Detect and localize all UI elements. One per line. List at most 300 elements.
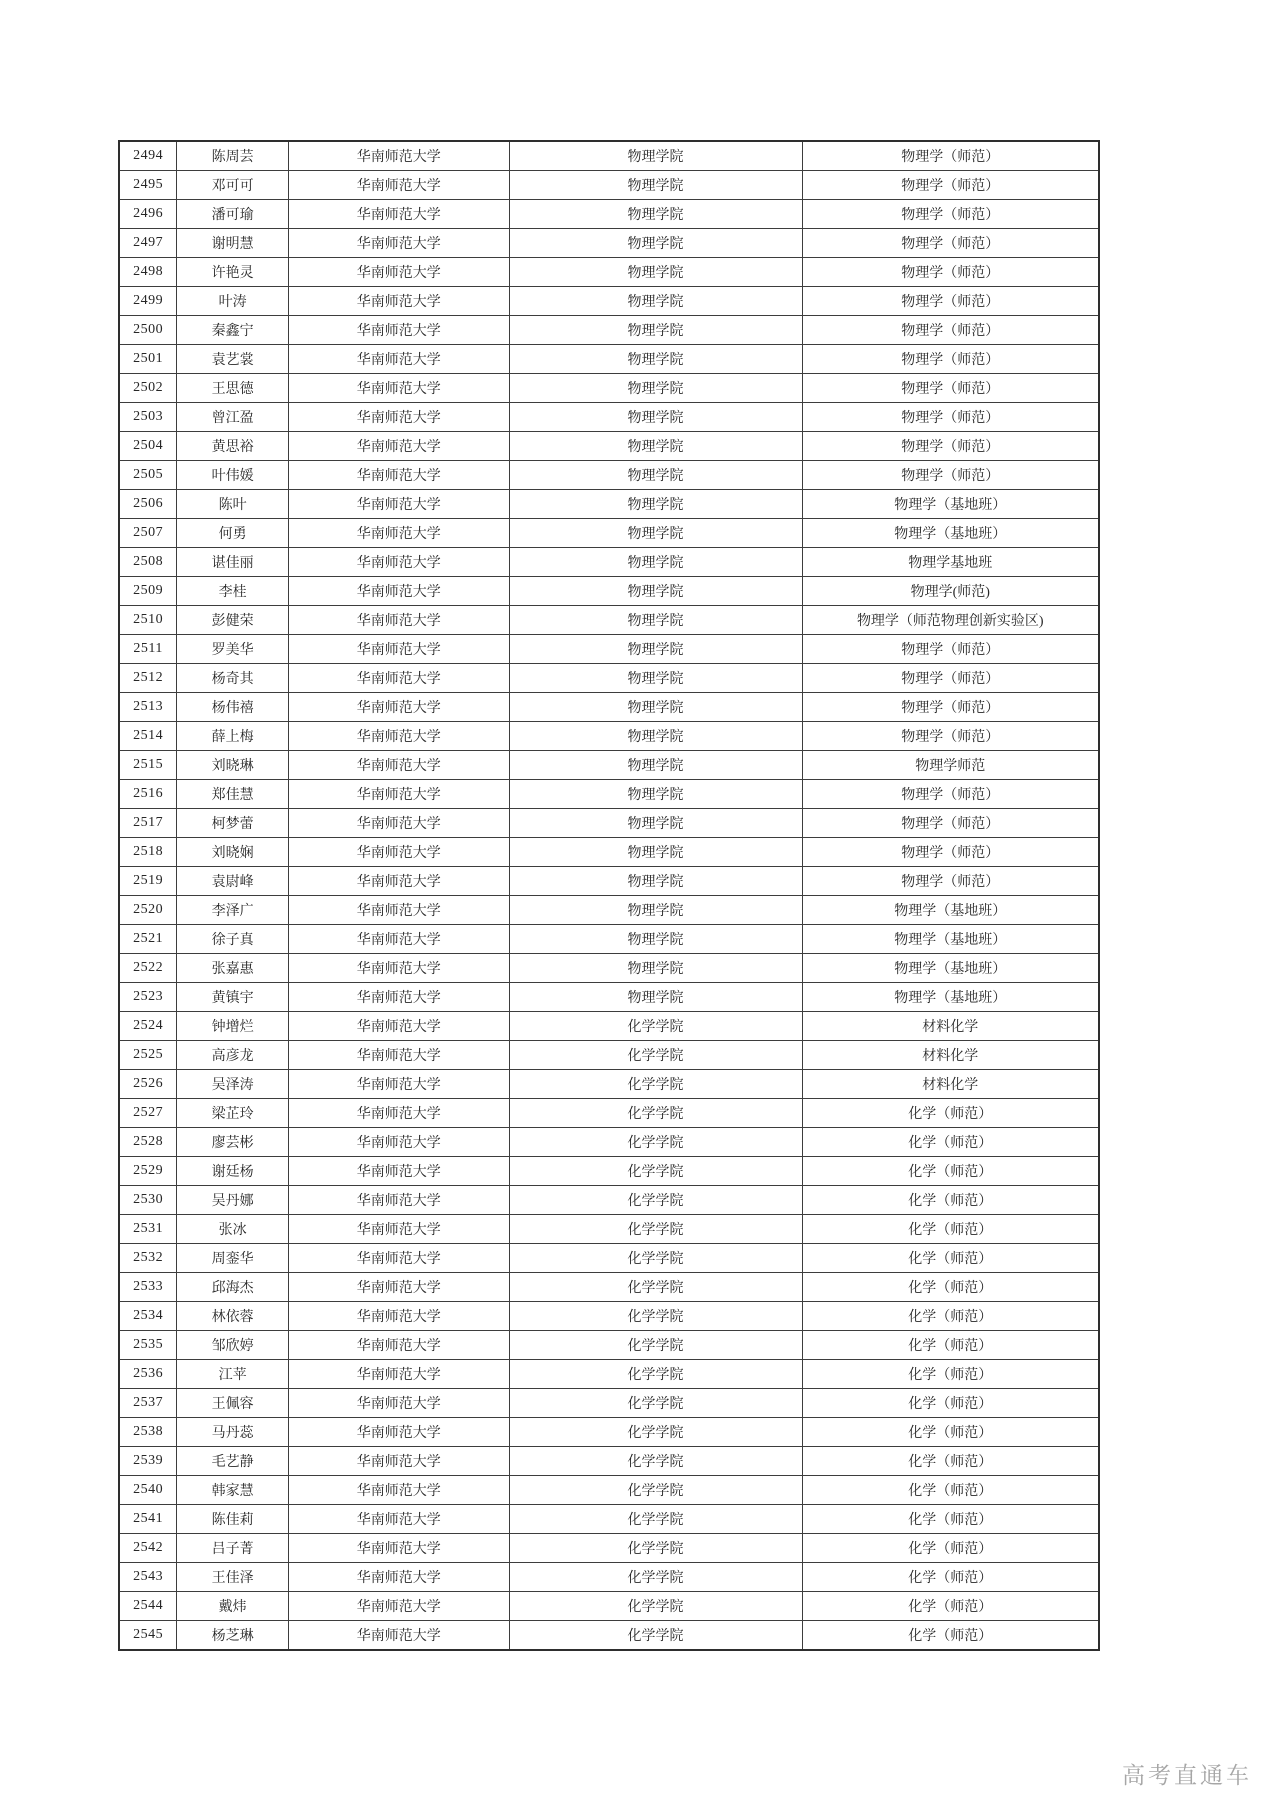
cell-major: 化学（师范） bbox=[802, 1215, 1099, 1244]
cell-name: 刘晓琳 bbox=[177, 751, 289, 780]
cell-college: 物理学院 bbox=[509, 867, 802, 896]
cell-id: 2514 bbox=[119, 722, 177, 751]
cell-id: 2544 bbox=[119, 1592, 177, 1621]
cell-university: 华南师范大学 bbox=[289, 258, 510, 287]
cell-major: 物理学（师范） bbox=[802, 780, 1099, 809]
cell-major: 物理学（师范） bbox=[802, 809, 1099, 838]
table-row bbox=[119, 1389, 1099, 1418]
cell-id: 2517 bbox=[119, 809, 177, 838]
cell-university: 华南师范大学 bbox=[289, 1099, 510, 1128]
table-row bbox=[119, 1128, 1099, 1157]
cell-id: 2531 bbox=[119, 1215, 177, 1244]
cell-name: 何勇 bbox=[177, 519, 289, 548]
cell-name: 林依蓉 bbox=[177, 1302, 289, 1331]
cell-name: 廖芸彬 bbox=[177, 1128, 289, 1157]
cell-college: 化学学院 bbox=[509, 1186, 802, 1215]
cell-name: 黄思裕 bbox=[177, 432, 289, 461]
cell-college: 化学学院 bbox=[509, 1128, 802, 1157]
cell-university: 华南师范大学 bbox=[289, 1592, 510, 1621]
cell-major: 化学（师范） bbox=[802, 1505, 1099, 1534]
cell-major: 物理学师范 bbox=[802, 751, 1099, 780]
watermark-text: 高考直通车 bbox=[1122, 1762, 1252, 1788]
cell-id: 2510 bbox=[119, 606, 177, 635]
cell-university: 华南师范大学 bbox=[289, 171, 510, 200]
cell-college: 物理学院 bbox=[509, 635, 802, 664]
cell-university: 华南师范大学 bbox=[289, 925, 510, 954]
cell-major: 化学（师范） bbox=[802, 1389, 1099, 1418]
cell-major: 物理学（师范） bbox=[802, 635, 1099, 664]
cell-id: 2538 bbox=[119, 1418, 177, 1447]
cell-university: 华南师范大学 bbox=[289, 316, 510, 345]
cell-name: 张嘉惠 bbox=[177, 954, 289, 983]
cell-major: 物理学（师范） bbox=[802, 432, 1099, 461]
cell-id: 2536 bbox=[119, 1360, 177, 1389]
table-row bbox=[119, 171, 1099, 200]
cell-id: 2543 bbox=[119, 1563, 177, 1592]
cell-id: 2539 bbox=[119, 1447, 177, 1476]
cell-name: 王思德 bbox=[177, 374, 289, 403]
cell-university: 华南师范大学 bbox=[289, 1389, 510, 1418]
cell-university: 华南师范大学 bbox=[289, 751, 510, 780]
cell-university: 华南师范大学 bbox=[289, 867, 510, 896]
cell-college: 物理学院 bbox=[509, 461, 802, 490]
cell-major: 化学（师范） bbox=[802, 1331, 1099, 1360]
cell-name: 邱海杰 bbox=[177, 1273, 289, 1302]
table-row bbox=[119, 1476, 1099, 1505]
cell-college: 物理学院 bbox=[509, 403, 802, 432]
cell-id: 2500 bbox=[119, 316, 177, 345]
cell-college: 物理学院 bbox=[509, 983, 802, 1012]
cell-college: 物理学院 bbox=[509, 751, 802, 780]
table-row bbox=[119, 374, 1099, 403]
cell-name: 秦鑫宁 bbox=[177, 316, 289, 345]
cell-university: 华南师范大学 bbox=[289, 1273, 510, 1302]
cell-college: 物理学院 bbox=[509, 171, 802, 200]
cell-university: 华南师范大学 bbox=[289, 809, 510, 838]
table-row bbox=[119, 1273, 1099, 1302]
cell-college: 化学学院 bbox=[509, 1360, 802, 1389]
cell-id: 2512 bbox=[119, 664, 177, 693]
cell-major: 物理学（师范） bbox=[802, 403, 1099, 432]
cell-college: 物理学院 bbox=[509, 141, 802, 171]
cell-college: 化学学院 bbox=[509, 1592, 802, 1621]
table-row bbox=[119, 983, 1099, 1012]
cell-university: 华南师范大学 bbox=[289, 141, 510, 171]
cell-major: 材料化学 bbox=[802, 1012, 1099, 1041]
cell-major: 化学（师范） bbox=[802, 1621, 1099, 1651]
cell-name: 吴丹娜 bbox=[177, 1186, 289, 1215]
table-row bbox=[119, 1157, 1099, 1186]
cell-major: 物理学（师范） bbox=[802, 664, 1099, 693]
cell-university: 华南师范大学 bbox=[289, 1128, 510, 1157]
cell-id: 2524 bbox=[119, 1012, 177, 1041]
cell-major: 物理学(师范) bbox=[802, 577, 1099, 606]
cell-name: 陈叶 bbox=[177, 490, 289, 519]
cell-university: 华南师范大学 bbox=[289, 838, 510, 867]
cell-college: 物理学院 bbox=[509, 316, 802, 345]
cell-name: 江苹 bbox=[177, 1360, 289, 1389]
cell-university: 华南师范大学 bbox=[289, 896, 510, 925]
table-row bbox=[119, 577, 1099, 606]
cell-university: 华南师范大学 bbox=[289, 229, 510, 258]
cell-name: 李桂 bbox=[177, 577, 289, 606]
cell-university: 华南师范大学 bbox=[289, 1447, 510, 1476]
cell-university: 华南师范大学 bbox=[289, 1621, 510, 1651]
cell-name: 薛上梅 bbox=[177, 722, 289, 751]
cell-major: 物理学（基地班） bbox=[802, 896, 1099, 925]
table-row bbox=[119, 838, 1099, 867]
cell-university: 华南师范大学 bbox=[289, 606, 510, 635]
cell-major: 物理学（师范） bbox=[802, 229, 1099, 258]
cell-university: 华南师范大学 bbox=[289, 577, 510, 606]
cell-college: 化学学院 bbox=[509, 1621, 802, 1651]
cell-college: 物理学院 bbox=[509, 925, 802, 954]
cell-college: 化学学院 bbox=[509, 1505, 802, 1534]
cell-name: 邓可可 bbox=[177, 171, 289, 200]
cell-id: 2525 bbox=[119, 1041, 177, 1070]
cell-name: 刘晓娴 bbox=[177, 838, 289, 867]
cell-name: 梁芷玲 bbox=[177, 1099, 289, 1128]
cell-name: 袁艺裳 bbox=[177, 345, 289, 374]
cell-name: 王佳泽 bbox=[177, 1563, 289, 1592]
cell-major: 物理学（师范） bbox=[802, 141, 1099, 171]
cell-id: 2545 bbox=[119, 1621, 177, 1651]
cell-id: 2526 bbox=[119, 1070, 177, 1099]
cell-college: 化学学院 bbox=[509, 1244, 802, 1273]
cell-college: 化学学院 bbox=[509, 1418, 802, 1447]
cell-university: 华南师范大学 bbox=[289, 461, 510, 490]
cell-college: 物理学院 bbox=[509, 809, 802, 838]
cell-university: 华南师范大学 bbox=[289, 1331, 510, 1360]
table-row bbox=[119, 548, 1099, 577]
cell-id: 2498 bbox=[119, 258, 177, 287]
cell-id: 2499 bbox=[119, 287, 177, 316]
cell-major: 化学（师范） bbox=[802, 1592, 1099, 1621]
cell-name: 袁尉峰 bbox=[177, 867, 289, 896]
student-roster-table bbox=[118, 140, 1100, 1651]
cell-university: 华南师范大学 bbox=[289, 403, 510, 432]
table-row bbox=[119, 722, 1099, 751]
cell-major: 化学（师范） bbox=[802, 1360, 1099, 1389]
cell-university: 华南师范大学 bbox=[289, 635, 510, 664]
cell-university: 华南师范大学 bbox=[289, 1534, 510, 1563]
cell-major: 化学（师范） bbox=[802, 1244, 1099, 1273]
cell-id: 2520 bbox=[119, 896, 177, 925]
table-row bbox=[119, 693, 1099, 722]
cell-major: 化学（师范） bbox=[802, 1418, 1099, 1447]
cell-university: 华南师范大学 bbox=[289, 1070, 510, 1099]
cell-name: 叶伟媛 bbox=[177, 461, 289, 490]
table-row bbox=[119, 403, 1099, 432]
cell-major: 物理学（师范） bbox=[802, 838, 1099, 867]
cell-id: 2537 bbox=[119, 1389, 177, 1418]
cell-university: 华南师范大学 bbox=[289, 1186, 510, 1215]
cell-college: 物理学院 bbox=[509, 896, 802, 925]
cell-college: 物理学院 bbox=[509, 519, 802, 548]
table-row bbox=[119, 751, 1099, 780]
table-row bbox=[119, 1302, 1099, 1331]
cell-college: 化学学院 bbox=[509, 1389, 802, 1418]
cell-major: 化学（师范） bbox=[802, 1563, 1099, 1592]
table-row bbox=[119, 519, 1099, 548]
cell-id: 2518 bbox=[119, 838, 177, 867]
cell-id: 2541 bbox=[119, 1505, 177, 1534]
cell-name: 马丹蕊 bbox=[177, 1418, 289, 1447]
table-row bbox=[119, 287, 1099, 316]
cell-name: 钟增烂 bbox=[177, 1012, 289, 1041]
cell-id: 2522 bbox=[119, 954, 177, 983]
cell-college: 物理学院 bbox=[509, 577, 802, 606]
table-row bbox=[119, 1099, 1099, 1128]
cell-name: 杨芝琳 bbox=[177, 1621, 289, 1651]
cell-name: 罗美华 bbox=[177, 635, 289, 664]
cell-id: 2530 bbox=[119, 1186, 177, 1215]
cell-major: 化学（师范） bbox=[802, 1476, 1099, 1505]
table-row bbox=[119, 1360, 1099, 1389]
cell-name: 许艳灵 bbox=[177, 258, 289, 287]
cell-major: 物理学（师范） bbox=[802, 722, 1099, 751]
cell-major: 物理学（师范物理创新实验区) bbox=[802, 606, 1099, 635]
cell-university: 华南师范大学 bbox=[289, 1360, 510, 1389]
cell-name: 柯梦蕾 bbox=[177, 809, 289, 838]
cell-college: 化学学院 bbox=[509, 1157, 802, 1186]
table-row bbox=[119, 1244, 1099, 1273]
cell-name: 叶涛 bbox=[177, 287, 289, 316]
cell-major: 物理学（师范） bbox=[802, 258, 1099, 287]
cell-university: 华南师范大学 bbox=[289, 1418, 510, 1447]
cell-college: 化学学院 bbox=[509, 1070, 802, 1099]
cell-university: 华南师范大学 bbox=[289, 490, 510, 519]
cell-university: 华南师范大学 bbox=[289, 1244, 510, 1273]
cell-name: 戴炜 bbox=[177, 1592, 289, 1621]
cell-name: 徐子真 bbox=[177, 925, 289, 954]
cell-major: 化学（师范） bbox=[802, 1157, 1099, 1186]
cell-college: 化学学院 bbox=[509, 1099, 802, 1128]
cell-name: 杨伟禧 bbox=[177, 693, 289, 722]
table-row bbox=[119, 1186, 1099, 1215]
cell-major: 化学（师范） bbox=[802, 1099, 1099, 1128]
cell-university: 华南师范大学 bbox=[289, 1041, 510, 1070]
table-row bbox=[119, 606, 1099, 635]
cell-college: 化学学院 bbox=[509, 1331, 802, 1360]
table-row bbox=[119, 1621, 1099, 1651]
cell-university: 华南师范大学 bbox=[289, 1505, 510, 1534]
cell-name: 谌佳丽 bbox=[177, 548, 289, 577]
cell-college: 化学学院 bbox=[509, 1012, 802, 1041]
cell-college: 物理学院 bbox=[509, 490, 802, 519]
cell-major: 物理学基地班 bbox=[802, 548, 1099, 577]
cell-university: 华南师范大学 bbox=[289, 1302, 510, 1331]
table-row bbox=[119, 954, 1099, 983]
cell-id: 2496 bbox=[119, 200, 177, 229]
cell-id: 2509 bbox=[119, 577, 177, 606]
cell-major: 物理学（师范） bbox=[802, 287, 1099, 316]
table-row bbox=[119, 141, 1099, 171]
cell-major: 化学（师范） bbox=[802, 1186, 1099, 1215]
cell-college: 物理学院 bbox=[509, 229, 802, 258]
cell-university: 华南师范大学 bbox=[289, 1012, 510, 1041]
cell-id: 2533 bbox=[119, 1273, 177, 1302]
cell-university: 华南师范大学 bbox=[289, 983, 510, 1012]
cell-college: 物理学院 bbox=[509, 432, 802, 461]
table-row bbox=[119, 867, 1099, 896]
cell-major: 物理学（基地班） bbox=[802, 983, 1099, 1012]
cell-id: 2497 bbox=[119, 229, 177, 258]
cell-major: 化学（师范） bbox=[802, 1273, 1099, 1302]
cell-university: 华南师范大学 bbox=[289, 722, 510, 751]
cell-name: 高彦龙 bbox=[177, 1041, 289, 1070]
table-row bbox=[119, 1331, 1099, 1360]
cell-id: 2528 bbox=[119, 1128, 177, 1157]
cell-id: 2501 bbox=[119, 345, 177, 374]
cell-id: 2494 bbox=[119, 141, 177, 171]
cell-id: 2521 bbox=[119, 925, 177, 954]
cell-major: 化学（师范） bbox=[802, 1534, 1099, 1563]
table-row bbox=[119, 1592, 1099, 1621]
cell-id: 2507 bbox=[119, 519, 177, 548]
cell-name: 陈周芸 bbox=[177, 141, 289, 171]
cell-college: 物理学院 bbox=[509, 200, 802, 229]
cell-university: 华南师范大学 bbox=[289, 548, 510, 577]
cell-college: 物理学院 bbox=[509, 606, 802, 635]
cell-college: 物理学院 bbox=[509, 693, 802, 722]
cell-major: 物理学（基地班） bbox=[802, 954, 1099, 983]
cell-university: 华南师范大学 bbox=[289, 432, 510, 461]
table-row bbox=[119, 316, 1099, 345]
cell-college: 化学学院 bbox=[509, 1476, 802, 1505]
cell-id: 2529 bbox=[119, 1157, 177, 1186]
cell-name: 吴泽涛 bbox=[177, 1070, 289, 1099]
cell-college: 化学学院 bbox=[509, 1302, 802, 1331]
cell-major: 物理学（师范） bbox=[802, 316, 1099, 345]
cell-name: 谢明慧 bbox=[177, 229, 289, 258]
cell-id: 2511 bbox=[119, 635, 177, 664]
cell-university: 华南师范大学 bbox=[289, 345, 510, 374]
cell-college: 物理学院 bbox=[509, 722, 802, 751]
cell-college: 物理学院 bbox=[509, 838, 802, 867]
cell-id: 2505 bbox=[119, 461, 177, 490]
roster-body bbox=[119, 141, 1099, 1650]
cell-major: 物理学（师范） bbox=[802, 345, 1099, 374]
cell-id: 2540 bbox=[119, 1476, 177, 1505]
cell-name: 张冰 bbox=[177, 1215, 289, 1244]
cell-major: 物理学（师范） bbox=[802, 374, 1099, 403]
cell-id: 2515 bbox=[119, 751, 177, 780]
cell-university: 华南师范大学 bbox=[289, 780, 510, 809]
cell-university: 华南师范大学 bbox=[289, 1476, 510, 1505]
table-row bbox=[119, 1418, 1099, 1447]
cell-university: 华南师范大学 bbox=[289, 1157, 510, 1186]
cell-name: 李泽广 bbox=[177, 896, 289, 925]
cell-university: 华南师范大学 bbox=[289, 287, 510, 316]
cell-name: 邹欣婷 bbox=[177, 1331, 289, 1360]
table-row bbox=[119, 925, 1099, 954]
table-row bbox=[119, 1012, 1099, 1041]
cell-name: 王佩容 bbox=[177, 1389, 289, 1418]
table-row bbox=[119, 809, 1099, 838]
cell-university: 华南师范大学 bbox=[289, 200, 510, 229]
cell-name: 黄镇宇 bbox=[177, 983, 289, 1012]
table-row bbox=[119, 1534, 1099, 1563]
cell-college: 物理学院 bbox=[509, 258, 802, 287]
cell-university: 华南师范大学 bbox=[289, 664, 510, 693]
cell-college: 化学学院 bbox=[509, 1563, 802, 1592]
cell-name: 郑佳慧 bbox=[177, 780, 289, 809]
cell-id: 2527 bbox=[119, 1099, 177, 1128]
table-row bbox=[119, 1447, 1099, 1476]
table-row bbox=[119, 1041, 1099, 1070]
cell-college: 物理学院 bbox=[509, 954, 802, 983]
cell-college: 化学学院 bbox=[509, 1041, 802, 1070]
cell-id: 2534 bbox=[119, 1302, 177, 1331]
cell-name: 潘可瑜 bbox=[177, 200, 289, 229]
table-row bbox=[119, 229, 1099, 258]
cell-major: 物理学（师范） bbox=[802, 171, 1099, 200]
cell-major: 化学（师范） bbox=[802, 1128, 1099, 1157]
table-row bbox=[119, 345, 1099, 374]
table-row bbox=[119, 432, 1099, 461]
table-row bbox=[119, 664, 1099, 693]
cell-name: 杨奇其 bbox=[177, 664, 289, 693]
cell-id: 2495 bbox=[119, 171, 177, 200]
cell-college: 物理学院 bbox=[509, 345, 802, 374]
cell-major: 物理学（师范） bbox=[802, 200, 1099, 229]
table-row bbox=[119, 780, 1099, 809]
cell-major: 化学（师范） bbox=[802, 1302, 1099, 1331]
cell-id: 2523 bbox=[119, 983, 177, 1012]
table-row bbox=[119, 258, 1099, 287]
table-row bbox=[119, 1505, 1099, 1534]
cell-major: 物理学（基地班） bbox=[802, 519, 1099, 548]
cell-college: 物理学院 bbox=[509, 664, 802, 693]
cell-major: 材料化学 bbox=[802, 1041, 1099, 1070]
cell-id: 2542 bbox=[119, 1534, 177, 1563]
cell-name: 周銮华 bbox=[177, 1244, 289, 1273]
cell-major: 物理学（师范） bbox=[802, 461, 1099, 490]
cell-name: 谢廷杨 bbox=[177, 1157, 289, 1186]
cell-college: 化学学院 bbox=[509, 1447, 802, 1476]
cell-college: 化学学院 bbox=[509, 1273, 802, 1302]
cell-major: 物理学（基地班） bbox=[802, 925, 1099, 954]
cell-university: 华南师范大学 bbox=[289, 519, 510, 548]
cell-id: 2513 bbox=[119, 693, 177, 722]
table-row bbox=[119, 1215, 1099, 1244]
cell-name: 毛艺静 bbox=[177, 1447, 289, 1476]
table-row bbox=[119, 635, 1099, 664]
cell-name: 韩家慧 bbox=[177, 1476, 289, 1505]
cell-id: 2519 bbox=[119, 867, 177, 896]
cell-major: 物理学（师范） bbox=[802, 867, 1099, 896]
cell-college: 物理学院 bbox=[509, 374, 802, 403]
cell-university: 华南师范大学 bbox=[289, 374, 510, 403]
cell-id: 2504 bbox=[119, 432, 177, 461]
cell-id: 2532 bbox=[119, 1244, 177, 1273]
table-row bbox=[119, 1563, 1099, 1592]
cell-university: 华南师范大学 bbox=[289, 693, 510, 722]
cell-university: 华南师范大学 bbox=[289, 954, 510, 983]
cell-college: 化学学院 bbox=[509, 1215, 802, 1244]
table-row bbox=[119, 461, 1099, 490]
cell-id: 2502 bbox=[119, 374, 177, 403]
cell-id: 2535 bbox=[119, 1331, 177, 1360]
cell-major: 物理学（师范） bbox=[802, 693, 1099, 722]
cell-college: 物理学院 bbox=[509, 780, 802, 809]
cell-major: 物理学（基地班） bbox=[802, 490, 1099, 519]
table-row bbox=[119, 896, 1099, 925]
cell-college: 物理学院 bbox=[509, 287, 802, 316]
cell-id: 2516 bbox=[119, 780, 177, 809]
cell-college: 化学学院 bbox=[509, 1534, 802, 1563]
